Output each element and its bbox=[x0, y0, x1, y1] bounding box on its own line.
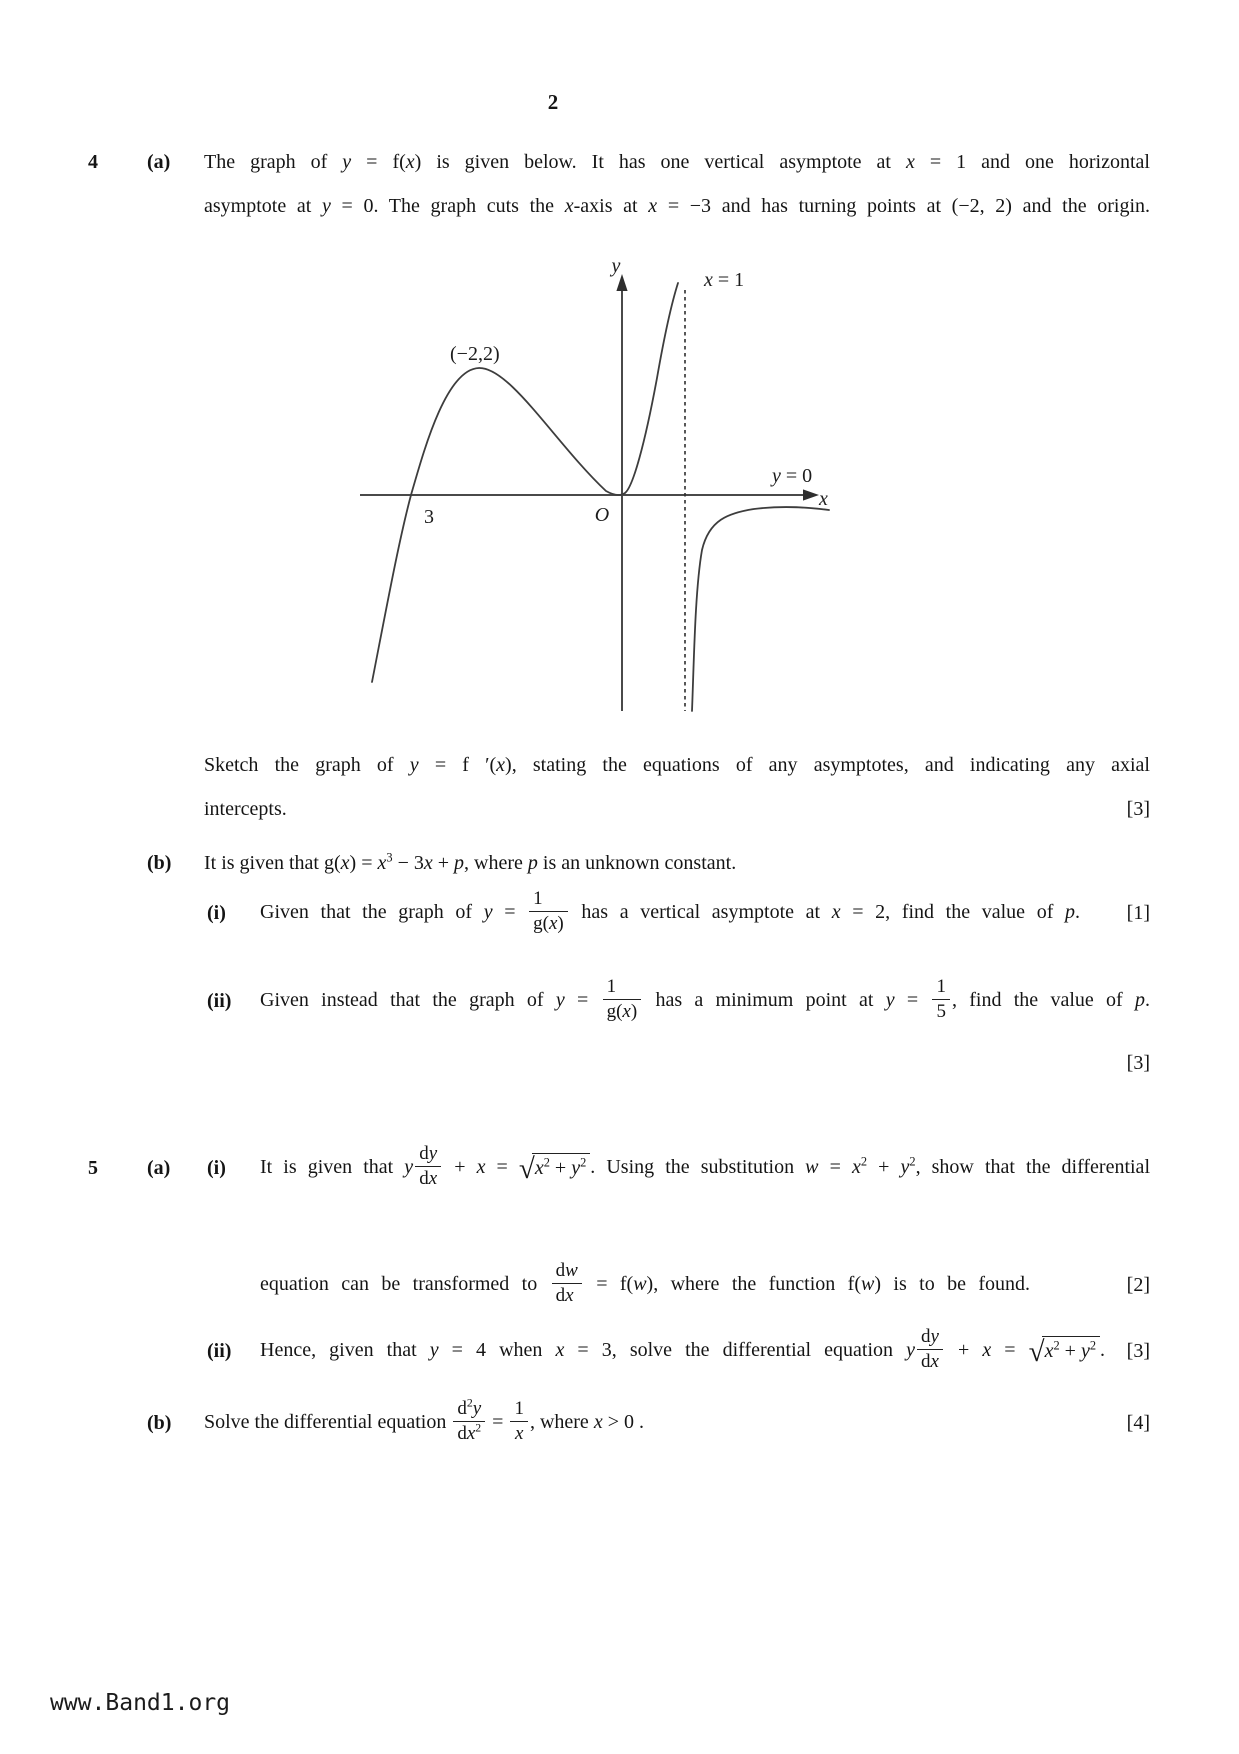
text-run: + bbox=[549, 1156, 572, 1179]
math-variable: y bbox=[930, 1326, 939, 1347]
text-run: = 3, solve the differential equation bbox=[564, 1338, 907, 1361]
math-variable: p bbox=[454, 852, 465, 874]
fraction-numerator bbox=[603, 976, 642, 1000]
text-run: = f ′( bbox=[418, 754, 497, 776]
fraction-denominator bbox=[932, 1000, 950, 1023]
question-number: 4 bbox=[88, 151, 98, 173]
text-run: The graph of bbox=[204, 151, 343, 173]
text-run: It is given that g( bbox=[204, 852, 341, 874]
math-variable: p bbox=[1135, 988, 1145, 1011]
text-run: = bbox=[894, 988, 931, 1011]
text-run: ) is to be found. bbox=[874, 1272, 1031, 1295]
line-text bbox=[260, 1145, 1150, 1192]
text-run: d bbox=[457, 1422, 467, 1444]
fraction bbox=[453, 1398, 485, 1445]
text-run: = 1 and one horizontal bbox=[914, 151, 1150, 173]
fraction-numerator bbox=[453, 1398, 485, 1422]
math-variable: x bbox=[496, 754, 506, 776]
text-run: ) = bbox=[349, 852, 378, 874]
line-text bbox=[204, 147, 1150, 177]
subpart-label: (ii) bbox=[207, 990, 232, 1013]
math-variable: y bbox=[472, 1398, 482, 1419]
line-q4b bbox=[88, 848, 1150, 878]
superscript: 2 bbox=[580, 1155, 587, 1170]
math-variable: y bbox=[409, 754, 419, 776]
subpart-label: (ii) bbox=[207, 1340, 232, 1363]
math-variable: x bbox=[930, 1350, 939, 1372]
text-run: ) bbox=[557, 912, 564, 934]
fraction bbox=[552, 1260, 582, 1307]
y-axis-label: y bbox=[611, 255, 621, 277]
math-variable: x bbox=[564, 195, 574, 217]
math-variable: x bbox=[466, 1422, 476, 1444]
text-run: d bbox=[457, 1398, 467, 1419]
origin-label: O bbox=[594, 504, 610, 526]
math-variable: y bbox=[429, 1338, 439, 1361]
text-run: = bbox=[487, 1410, 509, 1433]
superscript: 3 bbox=[386, 850, 393, 865]
line-text bbox=[260, 890, 1150, 937]
line-text bbox=[204, 191, 1150, 221]
line-q4a-line1 bbox=[88, 147, 1150, 177]
graph-figure bbox=[330, 250, 845, 720]
text-run: = bbox=[564, 988, 601, 1011]
superscript: 2 bbox=[909, 1154, 916, 1169]
text-run: has a minimum point at bbox=[643, 988, 886, 1011]
curve-left-branch bbox=[372, 283, 678, 682]
math-variable: x bbox=[565, 1284, 574, 1306]
line-q4b-i bbox=[88, 890, 1150, 937]
mark-badge: [3] bbox=[1126, 798, 1150, 820]
math-variable: x bbox=[1044, 1339, 1054, 1362]
superscript: 2 bbox=[1089, 1338, 1097, 1353]
line-q4a-intercepts bbox=[88, 794, 1150, 824]
fraction bbox=[510, 1398, 528, 1445]
math-variable: x bbox=[905, 151, 915, 173]
text-run: = f( bbox=[351, 151, 406, 173]
vertical-asymptote-label: x = 1 bbox=[704, 269, 745, 291]
question-number: 5 bbox=[88, 1157, 98, 1180]
math-variable: y bbox=[342, 151, 352, 173]
math-variable: y bbox=[428, 1143, 438, 1164]
line-q5a-i-line1 bbox=[88, 1145, 1150, 1192]
line-q4b-ii-mark bbox=[88, 1048, 1150, 1078]
subpart-label: (i) bbox=[207, 902, 226, 925]
text-run: g( bbox=[533, 912, 549, 934]
math-variable: y bbox=[885, 988, 895, 1011]
fraction-numerator bbox=[932, 976, 950, 1000]
text-run: 1 bbox=[606, 976, 617, 997]
text-run: , where bbox=[529, 1410, 594, 1433]
mark-badge: [3] bbox=[1126, 1052, 1150, 1074]
text-run: is an unknown constant. bbox=[537, 852, 737, 874]
text-run: ), stating the equations of any asymptotes, and indicating any axial bbox=[505, 754, 1150, 776]
line-text bbox=[204, 1396, 1150, 1447]
math-variable: x bbox=[831, 900, 841, 923]
fraction bbox=[917, 1326, 943, 1373]
math-variable: x bbox=[340, 852, 350, 874]
text-run: − 3 bbox=[392, 852, 424, 874]
text-run: Solve the differential equation bbox=[204, 1410, 452, 1433]
fraction-denominator bbox=[415, 1167, 441, 1190]
text-run: d bbox=[555, 1284, 566, 1306]
text-run: intercepts. bbox=[204, 798, 287, 820]
text-run: It is given that bbox=[260, 1155, 405, 1178]
text-run: = −3 and has turning points at (−2, 2) and the origin. bbox=[657, 195, 1151, 217]
turning-point-label: (−2,2) bbox=[450, 343, 500, 365]
superscript: 2 bbox=[543, 1155, 550, 1170]
line-q4a-line2 bbox=[88, 191, 1150, 221]
part-label: (b) bbox=[147, 852, 172, 874]
radical-sign: √ bbox=[1028, 1335, 1045, 1368]
text-run: 5 bbox=[936, 1000, 946, 1022]
text-run: g( bbox=[606, 1000, 623, 1022]
x-axis-label: x bbox=[819, 488, 828, 510]
text-run: 1 bbox=[936, 976, 946, 997]
line-text bbox=[204, 848, 1150, 878]
math-variable: w bbox=[633, 1272, 647, 1295]
text-run: equation can be transformed to bbox=[260, 1272, 550, 1295]
math-variable: x bbox=[377, 852, 387, 874]
part-label: (a) bbox=[147, 151, 171, 173]
line-text bbox=[260, 1262, 1150, 1309]
math-variable: y bbox=[906, 1338, 915, 1361]
radicand bbox=[532, 1153, 590, 1182]
line-q5a-i-line2 bbox=[88, 1262, 1150, 1309]
text-run: ) is given below. It has one vertical asymptote at bbox=[414, 151, 906, 173]
math-variable: w bbox=[861, 1272, 875, 1295]
part-label: (a) bbox=[147, 1157, 171, 1180]
fraction-denominator bbox=[603, 1000, 642, 1023]
math-variable: x bbox=[423, 852, 433, 874]
math-variable: y bbox=[404, 1155, 414, 1178]
subpart-label: (i) bbox=[207, 1157, 226, 1180]
text-run: , where bbox=[464, 852, 528, 874]
superscript: 2 bbox=[860, 1154, 868, 1169]
horizontal-asymptote-label: y = 0 bbox=[772, 465, 813, 487]
math-variable: x bbox=[982, 1338, 992, 1361]
line-text bbox=[260, 1328, 1150, 1375]
fraction-numerator bbox=[510, 1398, 528, 1422]
radical-sign: √ bbox=[518, 1152, 535, 1185]
line-text bbox=[204, 750, 1150, 780]
math-variable: y bbox=[483, 900, 493, 923]
text-run: = 0. The graph cuts the bbox=[330, 195, 565, 217]
fraction bbox=[415, 1143, 441, 1190]
text-run: -axis at bbox=[573, 195, 649, 217]
text-run: = bbox=[991, 1338, 1029, 1361]
text-run: . bbox=[1075, 900, 1081, 923]
x-axis-arrow bbox=[803, 489, 819, 500]
math-variable: x bbox=[405, 151, 415, 173]
math-variable: y bbox=[321, 195, 331, 217]
graph-svg bbox=[330, 250, 845, 720]
math-variable: y bbox=[900, 1155, 910, 1178]
fraction-denominator bbox=[917, 1350, 943, 1373]
text-run: d bbox=[419, 1167, 429, 1189]
text-run: 1 bbox=[514, 1398, 524, 1419]
radicand bbox=[1042, 1336, 1100, 1365]
text-run: , show that the differential bbox=[915, 1155, 1150, 1178]
fraction-denominator bbox=[510, 1422, 528, 1445]
fraction bbox=[529, 888, 568, 935]
fraction-numerator bbox=[529, 888, 568, 912]
text-run: d bbox=[920, 1350, 931, 1372]
math-variable: x bbox=[514, 1422, 524, 1444]
text-run: = f( bbox=[583, 1272, 634, 1295]
square-root bbox=[1028, 1335, 1100, 1368]
mark-badge: [2] bbox=[1126, 1274, 1150, 1297]
fraction-numerator bbox=[917, 1326, 943, 1350]
text-run: ) bbox=[630, 1000, 638, 1022]
text-run: , find the value of bbox=[951, 988, 1135, 1011]
mark-badge: [4] bbox=[1126, 1412, 1150, 1435]
math-variable: y bbox=[1080, 1339, 1090, 1362]
text-run: d bbox=[920, 1326, 931, 1347]
text-run: 1 bbox=[533, 888, 543, 909]
line-text bbox=[260, 978, 1150, 1025]
math-variable: y bbox=[571, 1156, 581, 1179]
text-run: + bbox=[432, 852, 455, 874]
line-q4a-sketch bbox=[88, 750, 1150, 780]
part-label: (b) bbox=[147, 1412, 172, 1435]
text-run: Given instead that the graph of bbox=[260, 988, 556, 1011]
math-variable: x bbox=[428, 1167, 438, 1189]
curve-right-branch bbox=[692, 507, 829, 711]
mark-badge: [3] bbox=[1126, 1340, 1150, 1363]
text-run: = 2, find the value of bbox=[840, 900, 1066, 923]
math-variable: p bbox=[527, 852, 538, 874]
fraction bbox=[932, 976, 950, 1023]
math-variable: x bbox=[534, 1156, 544, 1179]
fraction-numerator bbox=[552, 1260, 582, 1284]
text-run: = bbox=[485, 1155, 519, 1178]
fraction-numerator bbox=[415, 1143, 441, 1167]
math-variable: x bbox=[548, 912, 558, 934]
math-variable: x bbox=[476, 1155, 486, 1178]
text-run: d bbox=[419, 1143, 429, 1164]
text-run: Sketch the graph of bbox=[204, 754, 410, 776]
square-root bbox=[518, 1152, 590, 1185]
footer-url: www.Band1.org bbox=[50, 1690, 231, 1716]
text-run: ), where the function f( bbox=[646, 1272, 862, 1295]
fraction-denominator bbox=[552, 1284, 582, 1307]
text-run: = 4 when bbox=[438, 1338, 556, 1361]
math-variable: x bbox=[622, 1000, 631, 1022]
text-run: . bbox=[1100, 1338, 1106, 1361]
line-q5b bbox=[88, 1396, 1150, 1447]
math-variable: w bbox=[565, 1260, 578, 1281]
text-run: = bbox=[818, 1155, 852, 1178]
text-run: + bbox=[944, 1338, 983, 1361]
text-run: + bbox=[867, 1155, 901, 1178]
math-variable: w bbox=[805, 1155, 819, 1178]
mark-badge: [1] bbox=[1126, 902, 1150, 925]
page-number: 2 bbox=[547, 90, 559, 114]
line-q5a-ii bbox=[88, 1328, 1150, 1375]
math-variable: x bbox=[851, 1155, 861, 1178]
text-run: Hence, given that bbox=[260, 1338, 430, 1361]
text-run: d bbox=[555, 1260, 566, 1281]
x-intercept-label: 3 bbox=[424, 506, 434, 528]
math-variable: x bbox=[648, 195, 658, 217]
superscript: 2 bbox=[1053, 1338, 1060, 1353]
text-run: asymptote at bbox=[204, 195, 322, 217]
text-run: + bbox=[443, 1155, 477, 1178]
text-run: . Using the substitution bbox=[590, 1155, 806, 1178]
superscript: 2 bbox=[466, 1396, 473, 1410]
math-variable: y bbox=[555, 988, 565, 1011]
text-run: . bbox=[1145, 988, 1150, 1011]
math-variable: x bbox=[555, 1338, 565, 1361]
text-run: > 0 . bbox=[602, 1410, 644, 1433]
superscript: 2 bbox=[475, 1421, 482, 1435]
text-run: + bbox=[1059, 1339, 1081, 1362]
math-variable: p bbox=[1065, 900, 1076, 923]
fraction-denominator bbox=[453, 1422, 485, 1445]
text-run: Given that the graph of bbox=[260, 900, 484, 923]
line-q4b-ii bbox=[88, 978, 1150, 1025]
text-run: = bbox=[492, 900, 528, 923]
fraction bbox=[603, 976, 642, 1023]
fraction-denominator bbox=[529, 912, 568, 935]
text-run: has a vertical asymptote at bbox=[569, 900, 832, 923]
math-variable: x bbox=[593, 1410, 603, 1433]
line-text bbox=[204, 794, 1150, 824]
